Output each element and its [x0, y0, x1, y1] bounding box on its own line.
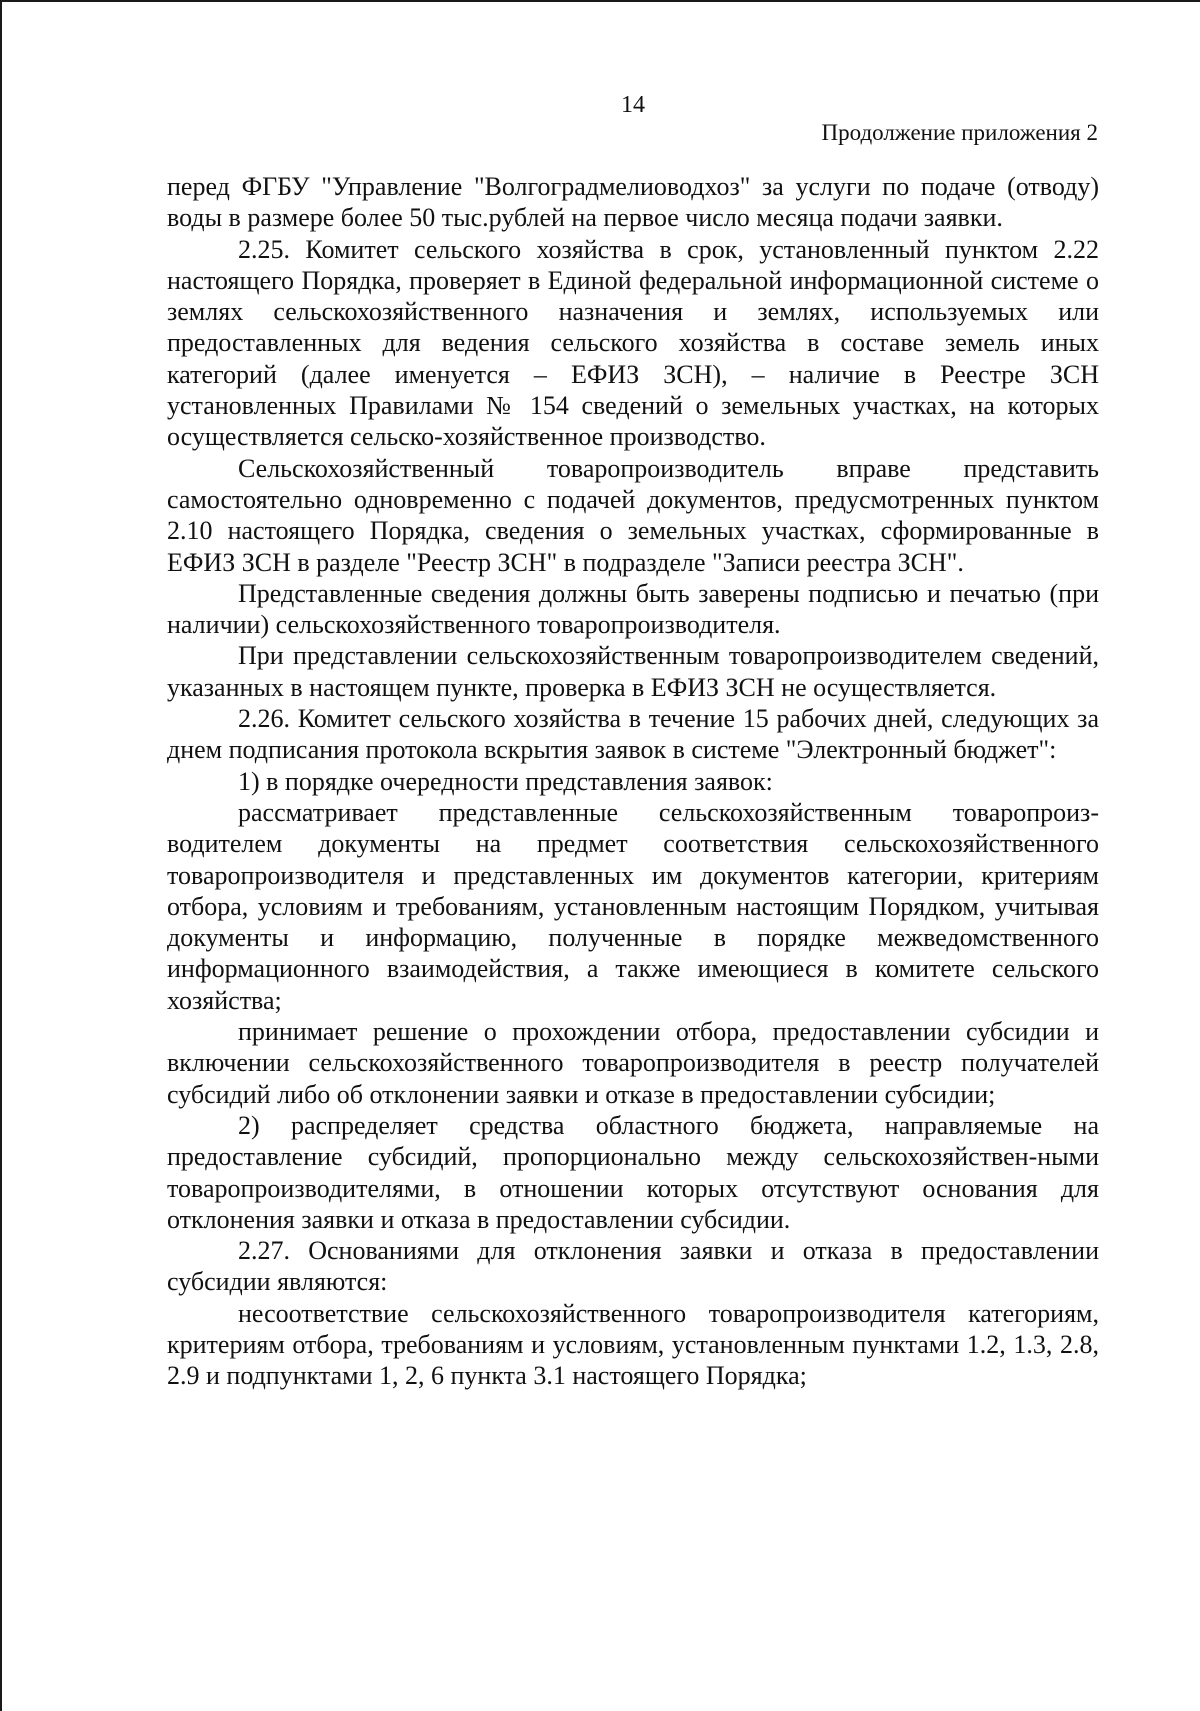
page-number: 14 [621, 92, 645, 118]
paragraph: 2) распределяет средства областного бюджета, направляемые на предоставление субсидий, пропорционально между сельскохозяйствен-ными товаропроизводителями, в отношении которых отсутствуют основания для отклонения заявки и отказа в предоставлении субсидии. [167, 1110, 1099, 1234]
paragraph: 2.27. Основаниями для отклонения заявки и отказа в предоставлении субсидии являются: [167, 1236, 1099, 1297]
paragraph: принимает решение о прохождении отбора, предоставлении субсидии и включении сельскохозяйственного товаропроизводителя в реестр получателей субсидий либо об отклонении заявки и отказе в предоставлении субсидии; [167, 1017, 1099, 1109]
paragraph: Представленные сведения должны быть заверены подписью и печатью (при наличии) сельскохозяйственного товаропроизводителя. [167, 578, 1099, 640]
paragraph: 2.26. Комитет сельского хозяйства в течение 15 рабочих дней, следующих за днем подписания протокола вскрытия заявок в системе "Электронный бюджет": [167, 704, 1099, 765]
document-body [167, 171, 1099, 1392]
paragraph: 2.25. Комитет сельского хозяйства в срок, установленный пунктом 2.22 настоящего Порядка, проверяет в Единой федеральной информационной системе о землях сельскохозяйственного назначения и землях, используемых или предоставленных для ведения сельского хозяйства в составе земель иных категорий (далее именуется – ЕФИЗ ЗСН), – наличие в Реестре ЗСН установленных Правилами № 154 сведений о земельных участках, на которых осуществляется сельско-хозяйственное производство. [167, 234, 1099, 452]
paragraph: рассматривает представленные сельскохозяйственным товаропроиз-водителем документы на предмет соответствия сельскохозяйственного товаропроизводителя и представленных им документов категории, критериям отбора, условиям и требованиям, установленным настоящим Порядком, учитывая документы и информацию, полученные в порядке межведомственного информационного взаимодействия, а также имеющиеся в комитете сельского хозяйства; [167, 797, 1099, 1015]
paragraph: 1) в порядке очередности представления заявок: [238, 766, 773, 796]
paragraph: несоответствие сельскохозяйственного товаропроизводителя категориям, критериям отбора, требованиям и условиям, установленным пунктами 1.2, 1.3, 2.8, 2.9 и подпунктами 1, 2, 6 пункта 3.1 настоящего Порядка; [167, 1298, 1099, 1391]
appendix-continuation-label: Продолжение приложения 2 [821, 120, 1098, 145]
paragraph: Сельскохозяйственный товаропроизводитель вправе представить самостоятельно одновременно с подачей документов, предусмотренных пунктом 2.10 настоящего Порядка, сведения о земельных участках, сформированные в ЕФИЗ ЗСН в разделе "Реестр ЗСН" в подразделе "Записи реестра ЗСН". [167, 453, 1099, 577]
paragraph: При представлении сельскохозяйственным товаропроизводителем сведений, указанных в настоящем пункте, проверка в ЕФИЗ ЗСН не осуществляется. [167, 641, 1099, 702]
paragraph: перед ФГБУ "Управление "Волгоградмелиоводхоз" за услуги по подаче (отводу) воды в размере более 50 тыс.рублей на первое число месяца подачи заявки. [167, 172, 1099, 233]
